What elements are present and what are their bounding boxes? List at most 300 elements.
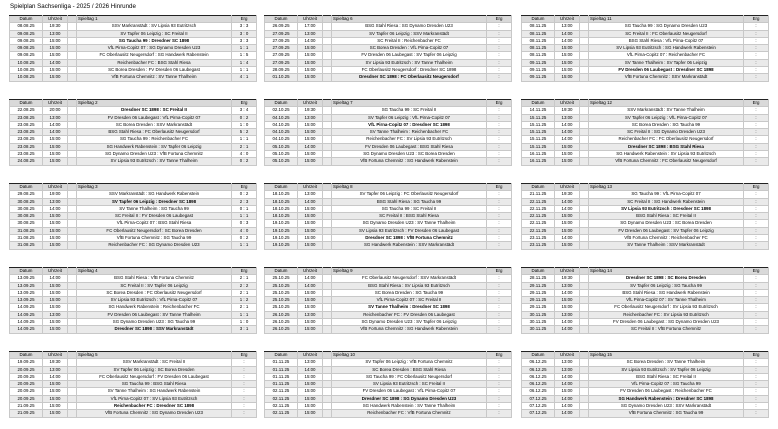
match-row [265, 129, 512, 136]
match-time: 15:00 [555, 297, 580, 304]
match-pairing: FV Dresden 06 Laubegast : BSG Stahl Riesa [332, 143, 487, 150]
match-pairing: SG Handwerk Rabenstein : SV Tapfer 06 Leipzig [77, 143, 232, 150]
match-result: : [487, 23, 512, 30]
date-header: Datum [10, 16, 43, 23]
spacer-cell [323, 198, 332, 205]
match-time: 15:00 [555, 304, 580, 311]
date-header: Datum [522, 100, 555, 107]
spacer-cell [323, 242, 332, 249]
match-time: 15:00 [43, 74, 68, 81]
match-time: 13:00 [555, 359, 580, 366]
match-pairing: SG Taucha 99 : SG Dynamo Dresden U23 [589, 23, 744, 30]
time-header: Uhrzeit [555, 268, 580, 275]
match-date: 14.11.25 [522, 107, 555, 114]
match-pairing: SV Lipsia 93 Eutritzsch : SV Tapfer 06 Leipzig [589, 366, 744, 373]
match-pairing: SSV Markranstädt : SC Freital II [77, 359, 232, 366]
match-time: 13:00 [555, 23, 580, 30]
spacer-cell [68, 381, 77, 388]
match-result: : [487, 319, 512, 326]
match-result: : [487, 191, 512, 198]
match-result: : [744, 282, 769, 289]
match-result: : [744, 198, 769, 205]
spacer-cell [580, 326, 589, 333]
match-row [10, 395, 257, 402]
match-result: : [744, 235, 769, 242]
match-pairing: SG Handwerk Rabenstein : SV Lipsia 93 Eutritzsch [589, 151, 744, 158]
matchday-header-row [265, 184, 512, 191]
spacer-cell [580, 151, 589, 158]
match-date: 15.11.25 [522, 136, 555, 143]
match-result: : [487, 373, 512, 380]
time-header: Uhrzeit [298, 100, 323, 107]
match-pairing: VfL Pirna-Copitz 07 : Reichenbacher FC [589, 52, 744, 59]
spacer-cell [68, 366, 77, 373]
match-pairing: FC Oberlausitz Neugersdorf : Dresdner SC 1898 [332, 67, 487, 74]
match-row [10, 37, 257, 44]
match-date: 18.10.25 [265, 205, 298, 212]
match-date: 26.10.25 [265, 326, 298, 333]
match-time: 15:00 [43, 403, 68, 410]
match-time: 15:00 [298, 410, 323, 417]
match-result: : [487, 52, 512, 59]
match-result: : [744, 220, 769, 227]
match-date: 04.10.25 [265, 136, 298, 143]
match-pairing: VfB Fortuna Chemnitz : SG Handwerk Rabenstein [332, 158, 487, 165]
match-row [265, 282, 512, 289]
match-time: 15:00 [298, 319, 323, 326]
match-date: 05.10.25 [265, 143, 298, 150]
match-row [522, 326, 769, 333]
spacer-cell [68, 297, 77, 304]
spacer-cell [68, 326, 77, 333]
match-row [522, 151, 769, 158]
matchday-label: Spieltag 12 [589, 100, 744, 107]
match-date: 08.11.25 [522, 52, 555, 59]
matchday-label: Spieltag 13 [589, 184, 744, 191]
matchday-header-row [265, 268, 512, 275]
match-date: 20.09.25 [10, 381, 43, 388]
spacer-cell [323, 282, 332, 289]
match-result: : [744, 289, 769, 296]
match-date: 23.08.25 [10, 143, 43, 150]
match-date: 20.09.25 [10, 395, 43, 402]
date-header: Datum [522, 16, 555, 23]
match-result: : [487, 304, 512, 311]
match-time: 14:00 [555, 129, 580, 136]
spacer-cell [580, 121, 589, 128]
match-time: 14:00 [555, 403, 580, 410]
spacer-cell [580, 143, 589, 150]
match-date: 20.09.25 [10, 373, 43, 380]
spacer-cell [580, 359, 589, 366]
match-time: 19:00 [43, 191, 68, 198]
match-row [10, 52, 257, 59]
match-row [10, 151, 257, 158]
match-date: 18.10.25 [265, 191, 298, 198]
spacer-cell [323, 381, 332, 388]
match-row [265, 220, 512, 227]
matchday-label: Spieltag 14 [589, 268, 744, 275]
match-date: 08.08.25 [10, 23, 43, 30]
match-pairing: FC Oberlausitz Neugersdorf : SSV Markranstädt [332, 275, 487, 282]
result-header: Erg [487, 268, 512, 275]
match-row [265, 235, 512, 242]
match-row [10, 242, 257, 249]
match-row [522, 52, 769, 59]
spacer-cell [580, 107, 589, 114]
match-date: 15.11.25 [522, 114, 555, 121]
match-pairing: FC Oberlausitz Neugersdorf : SC Borea Dresden [77, 227, 232, 234]
spacer-cell [323, 403, 332, 410]
match-pairing: BSG Stahl Riesa : SG Dynamo Dresden U23 [332, 23, 487, 30]
match-date: 26.10.25 [265, 319, 298, 326]
matchday-block [521, 183, 769, 250]
match-row [265, 52, 512, 59]
match-time: 14:00 [555, 121, 580, 128]
match-time: 15:00 [43, 235, 68, 242]
match-result: : [744, 366, 769, 373]
match-pairing: SV Tapfer 06 Leipzig : FC Oberlausitz Neugersdorf [332, 191, 487, 198]
spacer-cell [68, 191, 77, 198]
match-time: 13:00 [43, 114, 68, 121]
match-pairing: SC Freital II : SG Dynamo Dresden U23 [589, 129, 744, 136]
match-row [265, 395, 512, 402]
match-date: 19.10.25 [265, 242, 298, 249]
time-header: Uhrzeit [298, 352, 323, 359]
match-result: : [744, 45, 769, 52]
match-date: 14.09.25 [10, 304, 43, 311]
match-time: 14:00 [43, 59, 68, 66]
match-pairing: FV Dresden 06 Laubegast : VfL Pirna-Copitz 07 [332, 388, 487, 395]
match-result: 1 : 2 [232, 297, 257, 304]
result-header: Erg [232, 16, 257, 23]
match-result: 1 : 1 [232, 242, 257, 249]
match-result: : [487, 198, 512, 205]
match-row [10, 136, 257, 143]
match-date: 04.10.25 [265, 121, 298, 128]
match-time: 19:30 [555, 191, 580, 198]
match-time: 15:00 [555, 388, 580, 395]
match-pairing: SC Freital II : FC Oberlausitz Neugersdorf [589, 30, 744, 37]
match-pairing: Reichenbacher FC : VfB Fortuna Chemnitz [332, 410, 487, 417]
match-date: 21.09.25 [10, 403, 43, 410]
match-row [265, 158, 512, 165]
match-result: : [744, 74, 769, 81]
spacer-cell [323, 100, 332, 107]
match-result: : [487, 381, 512, 388]
match-result: : [487, 143, 512, 150]
match-result: : [487, 158, 512, 165]
match-result: : [744, 381, 769, 388]
match-pairing: BSG Stahl Riesa : SG Handwerk Rabenstein [589, 289, 744, 296]
match-row [10, 213, 257, 220]
match-time: 14:00 [298, 282, 323, 289]
spacer-cell [68, 205, 77, 212]
match-result: : [487, 205, 512, 212]
match-time: 14:00 [555, 30, 580, 37]
match-time: 14:00 [298, 37, 323, 44]
match-time: 15:00 [298, 235, 323, 242]
match-row [522, 410, 769, 417]
result-header: Erg [744, 16, 769, 23]
spacer-cell [323, 45, 332, 52]
spacer-cell [68, 388, 77, 395]
match-result: : [744, 151, 769, 158]
spacer-cell [68, 227, 77, 234]
match-date: 22.11.25 [522, 213, 555, 220]
match-date: 15.11.25 [522, 121, 555, 128]
spacer-cell [68, 373, 77, 380]
match-result: : [744, 359, 769, 366]
match-pairing: SV Tapfer 06 Leipzig : SC Freital II [77, 30, 232, 37]
match-time: 13:00 [555, 366, 580, 373]
match-result: : [487, 275, 512, 282]
match-pairing: SV Tanne Thalheim : Dresdner SC 1898 [332, 304, 487, 311]
spacer-cell [68, 184, 77, 191]
matchday-header-row [265, 352, 512, 359]
match-pairing: SC Borea Dresden : FC Oberlausitz Neugersdorf [77, 289, 232, 296]
match-pairing: Dresdner SC 1898 : SC Borea Dresden [589, 275, 744, 282]
match-pairing: FV Dresden 06 Laubegast : SV Tapfer 06 Leipzig [332, 52, 487, 59]
match-row [522, 136, 769, 143]
spacer-cell [323, 23, 332, 30]
match-time: 13:00 [298, 191, 323, 198]
match-date: 05.10.25 [265, 158, 298, 165]
matchday-header-row [10, 268, 257, 275]
match-pairing: VfB Fortuna Chemnitz : SV Tanne Thalheim [77, 74, 232, 81]
match-date: 30.11.25 [522, 319, 555, 326]
match-result: : [744, 326, 769, 333]
match-pairing: Dresdner SC 1898 : BSG Stahl Riesa [589, 143, 744, 150]
spacer-cell [68, 275, 77, 282]
match-row [522, 114, 769, 121]
match-date: 13.09.25 [10, 297, 43, 304]
spacer-cell [68, 59, 77, 66]
spacer-cell [323, 158, 332, 165]
match-row [10, 289, 257, 296]
match-pairing: SC Borea Dresden : SV Tanne Thalheim [589, 359, 744, 366]
date-header: Datum [522, 352, 555, 359]
spacer-cell [323, 74, 332, 81]
match-date: 30.08.25 [10, 220, 43, 227]
match-row [265, 136, 512, 143]
match-time: 19:30 [555, 107, 580, 114]
match-result: 1 : 5 [232, 52, 257, 59]
match-result: 2 : 3 [232, 198, 257, 205]
match-pairing: SC Freital II : FV Dresden 06 Laubegast [77, 213, 232, 220]
spacer-cell [580, 282, 589, 289]
match-result: 1 : 0 [232, 319, 257, 326]
match-result: : [232, 388, 257, 395]
match-date: 01.11.25 [265, 373, 298, 380]
match-time: 15:00 [298, 129, 323, 136]
match-row [265, 304, 512, 311]
match-date: 28.11.25 [522, 275, 555, 282]
match-date: 18.10.25 [265, 213, 298, 220]
match-date: 29.08.25 [10, 191, 43, 198]
date-header: Datum [10, 268, 43, 275]
matchday-table [264, 15, 512, 82]
match-time: 13:00 [555, 311, 580, 318]
match-result: : [744, 395, 769, 402]
match-result: : [744, 227, 769, 234]
spacer-cell [580, 158, 589, 165]
match-result: : [744, 114, 769, 121]
match-pairing: Dresdner SC 1898 : SC Freital II [77, 107, 232, 114]
matchday-table [264, 351, 512, 418]
matchday-block [9, 351, 257, 418]
match-result: : [487, 220, 512, 227]
match-row [265, 213, 512, 220]
match-time: 15:00 [298, 395, 323, 402]
match-time: 15:00 [555, 45, 580, 52]
spacer-cell [68, 74, 77, 81]
match-time: 15:00 [43, 297, 68, 304]
match-row [10, 366, 257, 373]
match-pairing: BSG Stahl Riesa : SG Taucha 99 [332, 198, 487, 205]
match-pairing: Reichenbacher FC : FV Dresden 06 Laubegast [332, 311, 487, 318]
match-result: 2 : 1 [232, 143, 257, 150]
matchday-header-row [265, 100, 512, 107]
match-time: 15:00 [298, 52, 323, 59]
match-result: 0 : 3 [232, 220, 257, 227]
match-result: : [744, 107, 769, 114]
match-pairing: FC Oberlausitz Neugersdorf : SG Handwerk Rabenstein [77, 52, 232, 59]
spacer-cell [323, 289, 332, 296]
spacer-cell [68, 16, 77, 23]
match-result: : [487, 107, 512, 114]
match-date: 23.08.25 [10, 136, 43, 143]
spacer-cell [323, 395, 332, 402]
match-row [522, 45, 769, 52]
match-pairing: VfL Pirna-Copitz 07 : SC Freital II [332, 297, 487, 304]
result-header: Erg [232, 184, 257, 191]
matchday-label: Spieltag 5 [77, 352, 232, 359]
match-pairing: SG Dynamo Dresden U23 : SC Borea Dresden [332, 151, 487, 158]
match-pairing: SV Tanne Thalheim : SSV Markranstädt [589, 242, 744, 249]
match-date: 07.12.25 [522, 410, 555, 417]
spacer-cell [323, 30, 332, 37]
matchday-header-row [265, 16, 512, 23]
match-result: : [744, 304, 769, 311]
result-header: Erg [744, 352, 769, 359]
match-pairing: BSG Stahl Riesa : SC Freital II [589, 373, 744, 380]
spacer-cell [580, 297, 589, 304]
matchday-header-row [522, 268, 769, 275]
match-time: 15:00 [298, 403, 323, 410]
match-result: : [487, 366, 512, 373]
match-time: 15:00 [298, 74, 323, 81]
spacer-cell [580, 227, 589, 234]
match-date: 16.11.25 [522, 151, 555, 158]
match-time: 15:00 [43, 45, 68, 52]
match-date: 14.09.25 [10, 319, 43, 326]
match-row [522, 191, 769, 198]
match-date: 26.10.25 [265, 311, 298, 318]
match-date: 08.11.25 [522, 30, 555, 37]
match-row [522, 395, 769, 402]
match-time: 15:00 [298, 373, 323, 380]
match-time: 14:00 [555, 373, 580, 380]
matchday-block [264, 267, 512, 334]
matchday-block [521, 15, 769, 82]
match-date: 28.09.25 [265, 67, 298, 74]
match-row [522, 235, 769, 242]
spacer-cell [323, 359, 332, 366]
match-time: 15:00 [298, 326, 323, 333]
spacer-cell [580, 235, 589, 242]
match-date: 16.11.25 [522, 158, 555, 165]
match-date: 01.11.25 [265, 359, 298, 366]
match-row [10, 373, 257, 380]
time-header: Uhrzeit [43, 16, 68, 23]
match-time: 14:00 [298, 275, 323, 282]
match-result: : [232, 366, 257, 373]
spacer-cell [323, 213, 332, 220]
match-date: 29.11.25 [522, 282, 555, 289]
match-row [265, 23, 512, 30]
match-time: 15:00 [298, 227, 323, 234]
match-row [265, 198, 512, 205]
match-pairing: SV Lipsia 93 Eutritzsch : VfL Pirna-Copitz 07 [77, 297, 232, 304]
match-time: 14:00 [43, 373, 68, 380]
match-time: 14:00 [555, 381, 580, 388]
match-result: : [744, 67, 769, 74]
match-result: : [744, 121, 769, 128]
spacer-cell [68, 282, 77, 289]
match-pairing: FV Dresden 06 Laubegast : SV Tapfer 06 Leipzig [589, 227, 744, 234]
matchday-block [9, 267, 257, 334]
match-row [522, 311, 769, 318]
spacer-cell [580, 198, 589, 205]
match-result: : [487, 297, 512, 304]
match-result: 0 : 2 [232, 158, 257, 165]
spacer-cell [323, 311, 332, 318]
match-result: : [744, 403, 769, 410]
match-time: 15:00 [43, 289, 68, 296]
match-date: 01.11.25 [265, 366, 298, 373]
spacer-cell [323, 388, 332, 395]
match-pairing: SC Borea Dresden : BSG Stahl Riesa [332, 366, 487, 373]
match-date: 27.09.25 [265, 52, 298, 59]
spacer-cell [68, 23, 77, 30]
match-time: 15:00 [43, 227, 68, 234]
match-result: : [487, 74, 512, 81]
matchday-block [264, 99, 512, 166]
spacer-cell [323, 114, 332, 121]
match-result: : [487, 151, 512, 158]
match-pairing: FV Dresden 06 Laubegast : Reichenbacher FC [589, 388, 744, 395]
match-date: 21.09.25 [10, 410, 43, 417]
match-time: 15:00 [555, 67, 580, 74]
spacer-cell [68, 410, 77, 417]
match-result: : [744, 143, 769, 150]
match-time: 15:00 [43, 242, 68, 249]
spacer-cell [323, 191, 332, 198]
match-time: 14:00 [43, 121, 68, 128]
spacer-cell [580, 114, 589, 121]
match-time: 13:00 [298, 30, 323, 37]
spacer-cell [68, 30, 77, 37]
match-row [10, 388, 257, 395]
match-row [10, 191, 257, 198]
spacer-cell [68, 158, 77, 165]
match-date: 23.08.25 [10, 121, 43, 128]
spacer-cell [323, 16, 332, 23]
match-time: 15:00 [298, 242, 323, 249]
spacer-cell [68, 136, 77, 143]
spacer-cell [68, 289, 77, 296]
